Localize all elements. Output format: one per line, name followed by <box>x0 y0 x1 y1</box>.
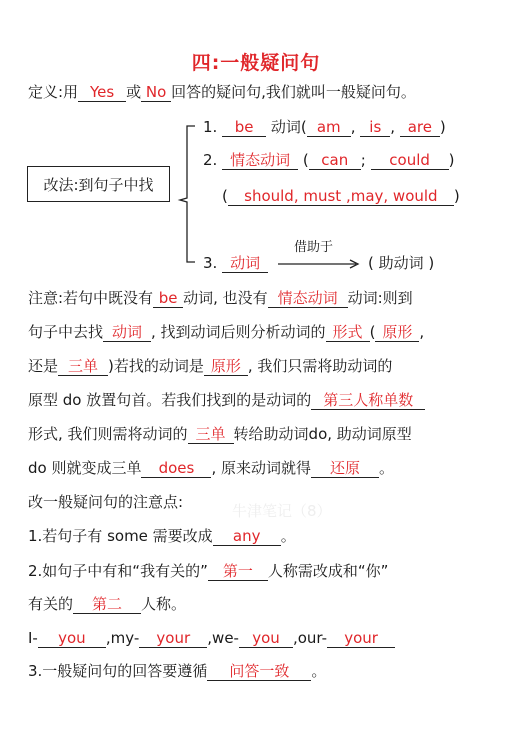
points-heading: 改一般疑问句的注意点: <box>28 493 184 511</box>
note-text: 原型 do 放置句首。若我们找到的是动词的 <box>28 391 312 409</box>
item-2-sep: ; <box>360 151 366 169</box>
pronoun-source: we- <box>212 629 239 647</box>
item-1-sep: , <box>350 118 356 136</box>
item-1-sep: , <box>390 118 396 136</box>
pronoun-source: my- <box>110 629 140 647</box>
pronoun-sep: , <box>105 629 111 647</box>
answer-consistency: 问答一致 <box>207 662 311 681</box>
curly-bracket <box>180 126 195 262</box>
point-text: 2.如句子中有和“我有关的” <box>28 562 208 580</box>
note-line-2 <box>28 322 424 342</box>
note-line-6 <box>28 458 394 478</box>
note-text: , 我们只需将助动词的 <box>247 357 393 375</box>
pronoun-sep: , <box>207 629 213 647</box>
note-text: , 找到动词后则分析动词的 <box>151 323 326 341</box>
method-item-3 <box>203 253 268 273</box>
answer-no: No <box>141 83 171 102</box>
note-line-3 <box>28 356 392 376</box>
pronoun-conversions <box>28 628 395 648</box>
answer-you: you <box>38 629 106 648</box>
point-text: 。 <box>280 527 296 545</box>
item-2-close: ) <box>448 151 455 169</box>
point-2 <box>28 561 388 581</box>
answer-yes: Yes <box>78 83 126 102</box>
answer-form: 形式 <box>326 323 370 342</box>
method-box: 改法:到句子中找 <box>27 166 170 202</box>
point-text: 3.一般疑问句的回答要遵循 <box>28 662 208 680</box>
note-text: , 原来动词就得 <box>211 459 312 477</box>
note-line-1 <box>28 288 413 308</box>
point-1 <box>28 526 296 546</box>
watermark: 牛津笔记（8） <box>232 502 332 520</box>
answer-base-form-2: 原形 <box>204 357 248 376</box>
note-text: 动词, 也没有 <box>183 289 268 307</box>
borrow-label: 借助于 <box>294 240 334 255</box>
item-3-number: 3. <box>203 254 218 272</box>
answer-is: is <box>360 118 390 137</box>
note-text: 还是 <box>28 357 59 375</box>
note-text: ( <box>369 323 376 341</box>
point-text: 人称需改成和“你” <box>267 562 389 580</box>
item-1-label: 动词( <box>270 118 307 136</box>
answer-base-form: 原形 <box>375 323 419 342</box>
item-1-close: ) <box>439 118 446 136</box>
answer-third-person-singular: 第三人称单数 <box>311 391 425 410</box>
note-text: 转给助动词do, 助动词原型 <box>233 425 412 443</box>
note-text: 注意:若句中既没有 <box>28 289 154 307</box>
note-line-4 <box>28 390 425 410</box>
answer-your-2: your <box>327 629 395 648</box>
answer-modal-verb: 情态动词 <box>222 151 298 170</box>
answer-third-singular-2: 三单 <box>188 425 234 444</box>
answer-you-2: you <box>239 629 293 648</box>
answer-modal-list: should, must ,may, would <box>228 187 454 206</box>
note-text: )若找的动词是 <box>108 357 204 375</box>
answer-be: be <box>222 118 266 137</box>
answer-be-2: be <box>153 289 183 308</box>
note-text: do 则就变成三单 <box>28 459 142 477</box>
note-text: 形式, 我们则需将动词的 <box>28 425 188 443</box>
definition-post: 回答的疑问句,我们就叫一般疑问句。 <box>171 83 416 101</box>
answer-does: does <box>141 459 211 478</box>
point-text: 有关的 <box>28 595 74 613</box>
answer-first: 第一 <box>208 562 268 581</box>
method-item-2-extra <box>222 186 460 206</box>
note-text: 动词:则到 <box>347 289 413 307</box>
answer-any: any <box>213 527 281 546</box>
point-text: 人称。 <box>141 595 187 613</box>
answer-restore: 还原 <box>311 459 379 478</box>
item-1-number: 1. <box>203 118 218 136</box>
answer-am: am <box>307 118 351 137</box>
pronoun-source: our- <box>297 629 328 647</box>
page-title: 四:一般疑问句 <box>191 52 321 74</box>
answer-verb-2: 动词 <box>103 323 151 342</box>
answer-can: can <box>309 151 361 170</box>
definition-mid: 或 <box>126 83 142 101</box>
definition-pre: 定义:用 <box>28 83 79 101</box>
answer-third-singular: 三单 <box>58 357 108 376</box>
note-line-5 <box>28 424 412 444</box>
item-2-open: ( <box>302 151 309 169</box>
pronoun-sep: , <box>292 629 298 647</box>
point-2-cont <box>28 594 186 614</box>
note-text: , <box>419 323 425 341</box>
answer-verb: 动词 <box>222 254 268 273</box>
answer-your: your <box>139 629 207 648</box>
point-3 <box>28 661 326 681</box>
item-2b-open: ( <box>222 187 228 205</box>
pronoun-source: I- <box>28 629 38 647</box>
answer-are: are <box>400 118 440 137</box>
note-text: 。 <box>379 459 395 477</box>
item-2-number: 2. <box>203 151 218 169</box>
method-item-2 <box>203 150 454 170</box>
answer-could: could <box>371 151 449 170</box>
note-text: 句子中去找 <box>28 323 104 341</box>
answer-modal-verb-2: 情态动词 <box>268 289 348 308</box>
point-text: 1.若句子有 some 需要改成 <box>28 527 213 545</box>
item-2b-close: ) <box>453 187 460 205</box>
method-item-1 <box>203 117 446 137</box>
auxiliary-verb-label: ( 助动词 ) <box>368 254 435 272</box>
answer-second: 第二 <box>73 595 141 614</box>
point-text: 。 <box>311 662 327 680</box>
